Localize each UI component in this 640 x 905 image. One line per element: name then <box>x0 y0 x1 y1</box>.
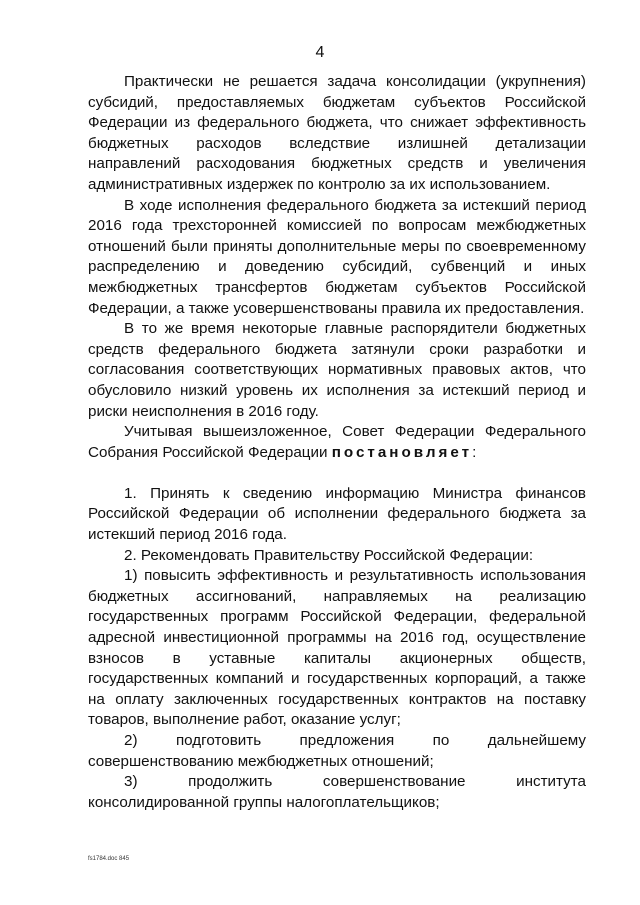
item-2-recommend: 2. Рекомендовать Правительству Российской Федерации: <box>124 546 534 564</box>
document-body <box>88 72 586 813</box>
paragraph-delays: В то же время некоторые главные распорядители бюджетных средств федерального бюджета затянули сроки разработки и согласования соответствующих нормативных правовых актов, что обусловило низкий уровень их исполнения за истекший период и риски неисполнения в 2016 году. <box>88 320 586 420</box>
resolution-colon: : <box>472 443 477 461</box>
page-number: 4 <box>315 44 325 61</box>
subitem-3-consolidated-group: 3) продолжить совершенствование института консолидированной группы налогоплательщиков; <box>88 773 586 811</box>
subitem-2-proposals: 2) подготовить предложения по дальнейшему совершенствованию межбюджетных отношений; <box>88 732 586 770</box>
resolution-intro-text: Учитывая вышеизложенное, Совет Федерации Федерального Собрания Российской Федерации <box>88 423 586 461</box>
resolution-keyword: постановляет <box>331 443 473 461</box>
item-1-accept-information: 1. Принять к сведению информацию Министра финансов Российской Федерации об исполнении федерального бюджета за истекший период 2016 года. <box>88 484 586 544</box>
subitem-1-efficiency: 1) повысить эффективность и результативность использования бюджетных ассигнований, направляемых на реализацию государственных программ Российской Федерации, федеральной адресной инвестиционной программы на 2016 год, осуществление взносов в уставные капиталы акционерных обществ, государственных компаний и государственных корпораций, а также на оплату заключенных государственных контрактов на поставку товаров, выполнение работ, оказание услуг; <box>88 567 586 729</box>
file-reference: fs1784.doc 845 <box>88 856 130 862</box>
resolution-intro <box>88 422 586 463</box>
paragraph-commission: В ходе исполнения федерального бюджета за истекший период 2016 года трехсторонней комиссией по вопросам межбюджетных отношений были приняты дополнительные меры по своевременному распределению и доведению субсидий, субвенций и иных межбюджетных трансфертов бюджетам субъектов Российской Федерации, а также усовершенствованы правила их предоставления. <box>88 196 586 317</box>
paragraph-consolidation: Практически не решается задача консолидации (укрупнения) субсидий, предоставляемых бюджетам субъектов Российской Федерации из федерального бюджета, что снижает эффективность бюджетных расходов вследствие излишней детализации направлений расходования бюджетных средств и увеличения административных издержек по контролю за их использованием. <box>88 73 586 193</box>
